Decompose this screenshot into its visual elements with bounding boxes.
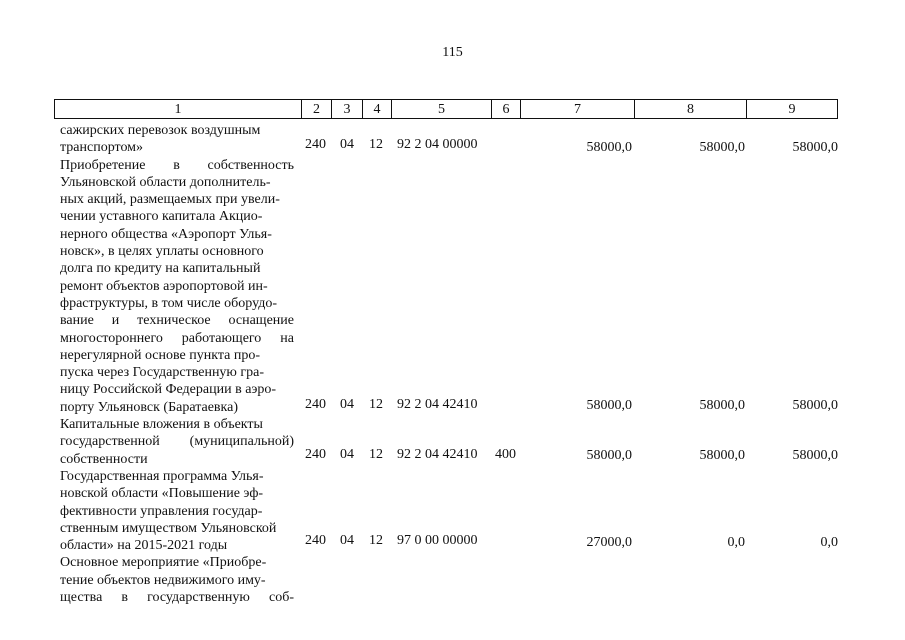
cell-col-9: 58000,0: [792, 140, 838, 155]
description-line: фективности управления государ-: [60, 503, 263, 519]
description-line: собственности: [60, 451, 148, 467]
description-line: щества в государственную соб-: [60, 590, 294, 606]
cell-col-3: 04: [340, 397, 354, 412]
description-line: ственным имуществом Ульяновской: [60, 520, 277, 536]
header-col-5: 5: [391, 99, 492, 119]
cell-col-6: 400: [495, 447, 516, 462]
description-line: Ульяновской области дополнитель-: [60, 174, 271, 190]
cell-col-8: 0,0: [727, 535, 745, 550]
description-line: сажирских перевозок воздушным: [60, 123, 261, 138]
cell-col-2: 240: [305, 397, 326, 412]
cell-col-8: 58000,0: [699, 398, 745, 413]
cell-col-5: 92 2 04 00000: [397, 137, 478, 152]
cell-col-4: 12: [369, 397, 383, 412]
description-line: долга по кредиту на капитальный: [60, 261, 261, 277]
description-line: тение объектов недвижимого иму-: [60, 572, 266, 588]
header-col-1: 1: [54, 99, 302, 119]
description-line: нерегулярной основе пункта про-: [60, 347, 261, 363]
description-line: новск», в целях уплаты основного: [60, 244, 264, 260]
description-line: ремонт объектов аэропортовой ин-: [60, 278, 268, 294]
cell-col-7: 58000,0: [586, 398, 632, 413]
page-number: 115: [442, 45, 463, 60]
description-column: [60, 122, 294, 606]
cell-col-7: 27000,0: [586, 535, 632, 550]
cell-col-9: 0,0: [820, 535, 838, 550]
cell-col-3: 04: [340, 533, 354, 548]
description-line: пуска через Государственную гра-: [60, 365, 265, 381]
cell-col-9: 58000,0: [792, 448, 838, 463]
description-line: государственной (муниципальной): [60, 434, 294, 450]
description-line: Капитальные вложения в объекты: [60, 417, 263, 433]
header-col-4: 4: [362, 99, 392, 119]
description-line: Приобретение в собственность: [60, 157, 294, 173]
description-line: Государственная программа Улья-: [60, 468, 264, 484]
description-line: чении уставного капитала Акцио-: [60, 209, 263, 225]
cell-col-2: 240: [305, 533, 326, 548]
cell-col-3: 04: [340, 447, 354, 462]
description-line: порту Ульяновск (Баратаевка): [60, 399, 238, 415]
cell-col-7: 58000,0: [586, 140, 632, 155]
header-col-2: 2: [301, 99, 332, 119]
cell-col-5: 92 2 04 42410: [397, 447, 478, 462]
header-col-7: 7: [520, 99, 635, 119]
description-line: фраструктуры, в том числе оборудо-: [60, 295, 277, 311]
header-col-3: 3: [331, 99, 363, 119]
description-line: нерного общества «Аэропорт Улья-: [60, 226, 272, 242]
cell-col-2: 240: [305, 137, 326, 152]
cell-col-9: 58000,0: [792, 398, 838, 413]
cell-col-2: 240: [305, 447, 326, 462]
cell-col-3: 04: [340, 137, 354, 152]
description-line: вание и техническое оснащение: [60, 313, 294, 329]
cell-col-5: 97 0 00 00000: [397, 533, 478, 548]
cell-col-8: 58000,0: [699, 140, 745, 155]
description-line: ницу Российской Федерации в аэро-: [60, 382, 277, 398]
description-line: области» на 2015-2021 годы: [60, 538, 228, 554]
description-line: ных акций, размещаемых при увели-: [60, 192, 280, 208]
cell-col-5: 92 2 04 42410: [397, 397, 478, 412]
cell-col-4: 12: [369, 447, 383, 462]
header-col-8: 8: [634, 99, 747, 119]
header-col-9: 9: [746, 99, 838, 119]
description-line: многостороннего работающего на: [60, 330, 294, 346]
cell-col-8: 58000,0: [699, 448, 745, 463]
description-line: Основное мероприятие «Приобре-: [60, 555, 267, 571]
description-line: транспортом»: [60, 140, 144, 156]
cell-col-4: 12: [369, 137, 383, 152]
cell-col-7: 58000,0: [586, 448, 632, 463]
header-col-6: 6: [491, 99, 521, 119]
cell-col-4: 12: [369, 533, 383, 548]
description-line: новской области «Повышение эф-: [60, 486, 264, 502]
